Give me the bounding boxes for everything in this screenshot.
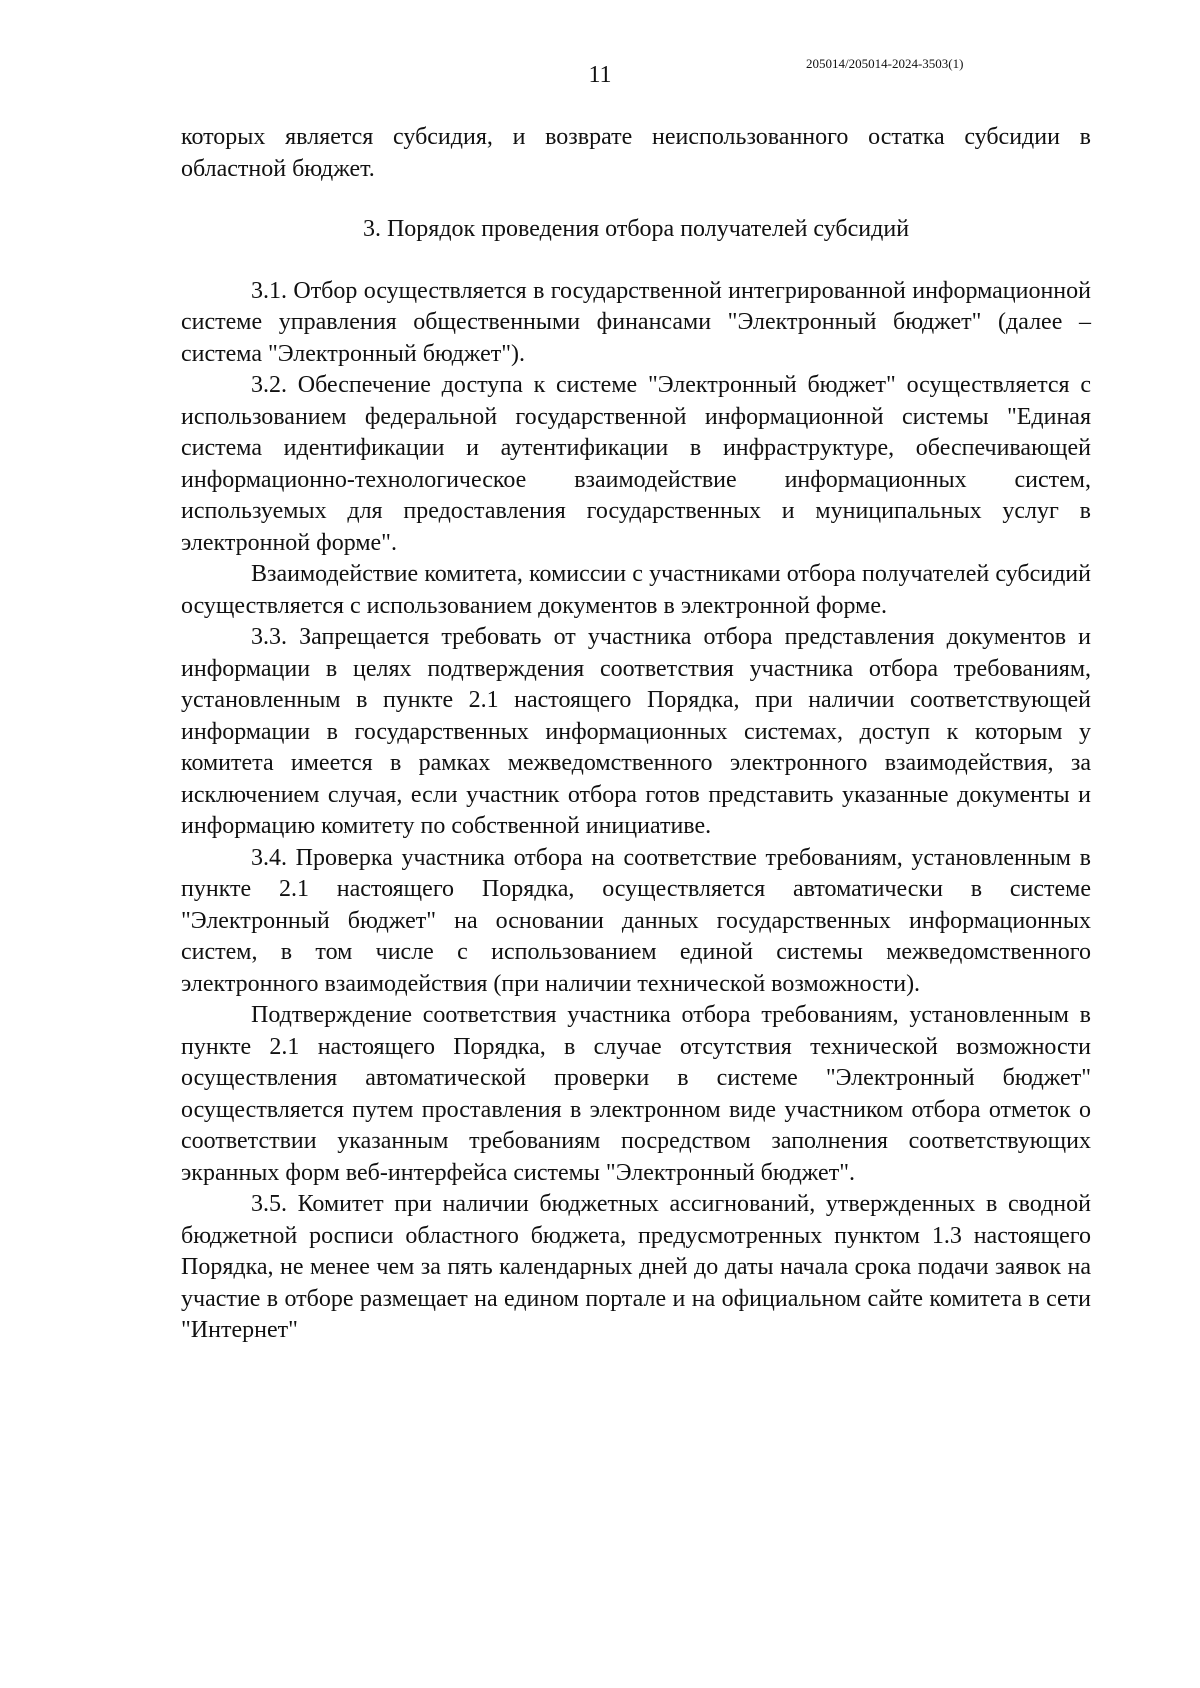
continuation-paragraph: которых является субсидия, и возврате неиспользованного остатка субсидии в областной бюджет. [181, 124, 1091, 182]
document-id: 205014/205014-2024-3503(1) [806, 56, 964, 71]
paragraph-confirmation: Подтверждение соответствия участника отбора требованиям, установленным в пункте 2.1 настоящего Порядка, в случае отсутствия технической возможности осуществления автоматической проверки в системе "Электронный бюджет" осуществляется путем проставления в электронном виде участником отбора отметок о соответствии указанным требованиям посредством заполнения соответствующих экранных форм веб-интерфейса системы "Электронный бюджет". [181, 1002, 1091, 1186]
page-number: 11 [588, 62, 612, 88]
paragraph-3-4: 3.4. Проверка участника отбора на соответствие требованиям, установленным в пункте 2.1 настоящего Порядка, осуществляется автоматически в системе "Электронный бюджет" на основании данных государственных информационных систем, в том числе с использованием единой системы межведомственного электронного взаимодействия (при наличии технической возможности). [181, 844, 1091, 997]
document-body [181, 122, 1091, 1347]
paragraph-3-5: 3.5. Комитет при наличии бюджетных ассигнований, утвержденных в сводной бюджетной росписи областного бюджета, предусмотренных пунктом 1.3 настоящего Порядка, не менее чем за пять календарных дней до даты начала срока подачи заявок на участие в отборе размещает на едином портале и на официальном сайте комитета в сети "Интернет" [181, 1191, 1091, 1343]
section-heading: 3. Порядок проведения отбора получателей субсидий [362, 216, 910, 242]
paragraph-3-3: 3.3. Запрещается требовать от участника отбора представления документов и информации в целях подтверждения соответствия участника отбора требованиям, установленным в пункте 2.1 настоящего Порядка, при наличии соответствующей информации в государственных информационных системах, доступ к которым у комитета имеется в рамках межведомственного электронного взаимодействия, за исключением случая, если участник отбора готов представить указанные документы и информацию комитету по собственной инициативе. [181, 624, 1091, 839]
paragraph-3-2: 3.2. Обеспечение доступа к системе "Электронный бюджет" осуществляется с использованием федеральной государственной информационной системы "Единая система идентификации и аутентификации в инфраструктуре, обеспечивающей информационно-технологическое взаимодействие информационных систем, используемых для предоставления государственных и муниципальных услуг в электронной форме". [181, 372, 1091, 556]
paragraph-interaction: Взаимодействие комитета, комиссии с участниками отбора получателей субсидий осуществляется с использованием документов в электронной форме. [181, 561, 1091, 619]
paragraph-3-1: 3.1. Отбор осуществляется в государственной интегрированной информационной системе управления общественными финансами "Электронный бюджет" (далее – система "Электронный бюджет"). [181, 277, 1091, 367]
